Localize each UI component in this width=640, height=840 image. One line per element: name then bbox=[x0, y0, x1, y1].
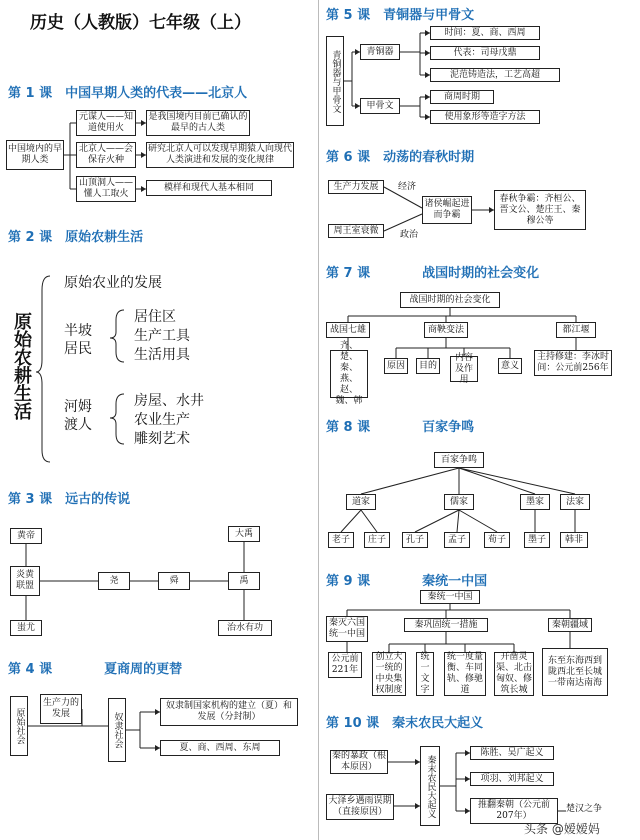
l5-jgw: 甲骨文 bbox=[360, 98, 400, 114]
l6-mid: 诸侯崛起进而争霸 bbox=[422, 196, 472, 224]
l8-person-5: 荀子 bbox=[484, 532, 510, 548]
l2-g2-item-1: 房屋、水井 bbox=[134, 393, 204, 409]
l10-center: 秦末农民大起义 bbox=[420, 746, 440, 826]
page-title: 历史（人教版）七年级（上） bbox=[30, 13, 251, 33]
l1-note-1: 是我国境内目前已确认的最早的古人类 bbox=[146, 110, 250, 136]
l3-zhishui: 治水有功 bbox=[218, 620, 272, 636]
l4-root: 原始社会 bbox=[10, 696, 28, 756]
l8-school-3: 墨家 bbox=[520, 494, 550, 510]
l7-b-sub-3: 内容及作用 bbox=[450, 356, 478, 382]
l8-person-2: 庄子 bbox=[364, 532, 390, 548]
l6-pol: 政治 bbox=[400, 230, 419, 240]
l2-g2: 河姆渡人 bbox=[64, 399, 92, 433]
l5-qtq-item-3: 泥范铸造法，工艺高超 bbox=[430, 68, 560, 82]
l7-b-sub-1: 原因 bbox=[384, 358, 408, 374]
l8-person-4: 孟子 bbox=[444, 532, 470, 548]
lesson-8-heading: 第 8 课 百家争鸣 bbox=[326, 420, 475, 435]
l1-node-yuanmou: 元谋人——知道使用火 bbox=[76, 110, 136, 136]
l2-g1-item-2: 生产工具 bbox=[134, 328, 190, 344]
l9-a-sub: 公元前221年 bbox=[328, 652, 362, 678]
l9-b: 秦巩固统一措施 bbox=[404, 618, 488, 632]
l7-a-sub: 齐、楚、秦、燕、赵、魏、韩 bbox=[330, 350, 368, 398]
l4-r1: 奴隶制国家机构的建立（夏）和发展（分封制） bbox=[160, 698, 298, 726]
l4-r2: 夏、商、西周、东周 bbox=[160, 740, 280, 756]
l1-note-2: 研究北京人可以发现早期猿人向现代人类演进和发展的变化规律 bbox=[146, 142, 294, 168]
lesson-3-heading: 第 3 课 远古的传说 bbox=[8, 492, 131, 507]
lesson-2-heading: 第 2 课 原始农耕生活 bbox=[8, 230, 144, 245]
l8-root: 百家争鸣 bbox=[434, 452, 484, 468]
lesson-5-heading: 第 5 课 青铜器与甲骨文 bbox=[326, 8, 475, 23]
l9-b-sub-3: 统一度量衡、车同轨、修驰道 bbox=[444, 652, 486, 696]
lesson-7-heading: 第 7 课 战国时期的社会变化 bbox=[326, 266, 540, 281]
lesson-9-heading: 第 9 课 秦统一中国 bbox=[326, 574, 488, 589]
l3-dayu: 大禹 bbox=[228, 526, 260, 542]
l8-person-6: 墨子 bbox=[524, 532, 550, 548]
l8-person-7: 韩非 bbox=[560, 532, 588, 548]
l9-b-sub-4: 开凿灵渠、北击匈奴、修筑长城 bbox=[496, 652, 533, 695]
l7-c-sub: 主持修建：李冰时间：公元前256年 bbox=[534, 350, 612, 376]
l9-root: 秦统一中国 bbox=[420, 590, 480, 604]
l3-yanhuang: 炎黄联盟 bbox=[10, 566, 40, 596]
l7-c: 都江堰 bbox=[556, 322, 596, 338]
lesson-1-heading: 第 1 课 中国早期人类的代表——北京人 bbox=[8, 86, 248, 101]
l9-b-sub-2: 统一文字 bbox=[416, 652, 434, 696]
l6-right: 春秋争霸：齐桓公、晋文公、楚庄王、秦穆公等 bbox=[494, 190, 586, 230]
l6-econ: 经济 bbox=[398, 182, 417, 192]
l9-b-sub-1: 创立大一统的中央集权制度 bbox=[372, 652, 406, 696]
l2-g1: 半坡居民 bbox=[64, 323, 92, 357]
l7-b-sub-2: 目的 bbox=[416, 358, 440, 374]
l6-prod: 生产力发展 bbox=[328, 180, 384, 194]
l3-chiyou: 蚩尤 bbox=[10, 620, 42, 636]
l2-root: 原始农耕生活 bbox=[11, 312, 32, 420]
l2-g1-item-1: 居住区 bbox=[134, 309, 176, 325]
l7-root: 战国时期的社会变化 bbox=[400, 292, 500, 308]
l9-c: 秦朝疆域 bbox=[548, 618, 592, 632]
l1-node-shandingdong: 山顶洞人——懂人工取火 bbox=[76, 176, 136, 202]
l1-root: 中国境内的早期人类 bbox=[6, 140, 64, 170]
watermark: 头条 @嫒嫒妈 bbox=[524, 822, 600, 836]
l1-node-beijing: 北京人——会保存火种 bbox=[76, 142, 136, 168]
l8-school-1: 道家 bbox=[346, 494, 376, 510]
l5-root: 青铜器与甲骨文 bbox=[326, 36, 344, 126]
l7-b: 商鞅变法 bbox=[424, 322, 468, 338]
l7-b-sub-4: 意义 bbox=[498, 358, 522, 374]
l9-c-sub: 东至东海西到陇西北至长城一带南达南海 bbox=[542, 648, 608, 696]
l3-shun: 舜 bbox=[158, 572, 190, 590]
l2-top: 原始农业的发展 bbox=[64, 275, 162, 291]
l5-qtq-item-1: 时间：夏、商、西周 bbox=[430, 26, 540, 40]
l4-mid: 生产力的发展 bbox=[40, 694, 82, 724]
l3-huangdi: 黄帝 bbox=[10, 528, 42, 544]
l10-cause-2: 大泽乡遇雨误期（直接原因） bbox=[326, 794, 394, 820]
l7-a: 战国七雄 bbox=[326, 322, 370, 338]
l5-jgw-item-2: 使用象形等造字方法 bbox=[430, 110, 540, 124]
lesson-10-heading: 第 10 课 秦末农民大起义 bbox=[326, 716, 484, 731]
l10-item-1: 陈胜、吴广起义 bbox=[470, 746, 554, 760]
l8-school-4: 法家 bbox=[560, 494, 590, 510]
l2-g2-item-3: 雕刻艺术 bbox=[134, 431, 190, 447]
l10-item-3: 推翻秦朝（公元前207年） bbox=[470, 798, 558, 824]
l3-yu: 禹 bbox=[228, 572, 260, 590]
l5-jgw-item-1: 商周时期 bbox=[430, 90, 494, 104]
l8-person-3: 孔子 bbox=[402, 532, 428, 548]
l1-note-3: 模样和现代人基本相同 bbox=[146, 180, 272, 196]
l2-g2-item-2: 农业生产 bbox=[134, 412, 190, 428]
l10-cause-1: 秦的暴政（根本原因） bbox=[332, 751, 387, 772]
l5-qtq: 青铜器 bbox=[360, 44, 400, 60]
l10-item-2: 项羽、刘邦起义 bbox=[470, 772, 554, 786]
l10-item-4: 楚汉之争 bbox=[566, 804, 603, 814]
l8-person-1: 老子 bbox=[328, 532, 354, 548]
l9-a: 秦灭六国统一中国 bbox=[326, 616, 368, 642]
l6-zhou: 周王室衰微 bbox=[328, 224, 384, 238]
l3-yao: 尧 bbox=[98, 572, 130, 590]
l5-qtq-item-2: 代表：司母戊鼎 bbox=[430, 46, 540, 60]
l2-g1-item-3: 生活用具 bbox=[134, 347, 190, 363]
lesson-6-heading: 第 6 课 动荡的春秋时期 bbox=[326, 150, 475, 165]
lesson-4-heading: 第 4 课 夏商周的更替 bbox=[8, 662, 183, 677]
l4-slave: 奴隶社会 bbox=[108, 698, 126, 762]
l8-school-2: 儒家 bbox=[444, 494, 474, 510]
